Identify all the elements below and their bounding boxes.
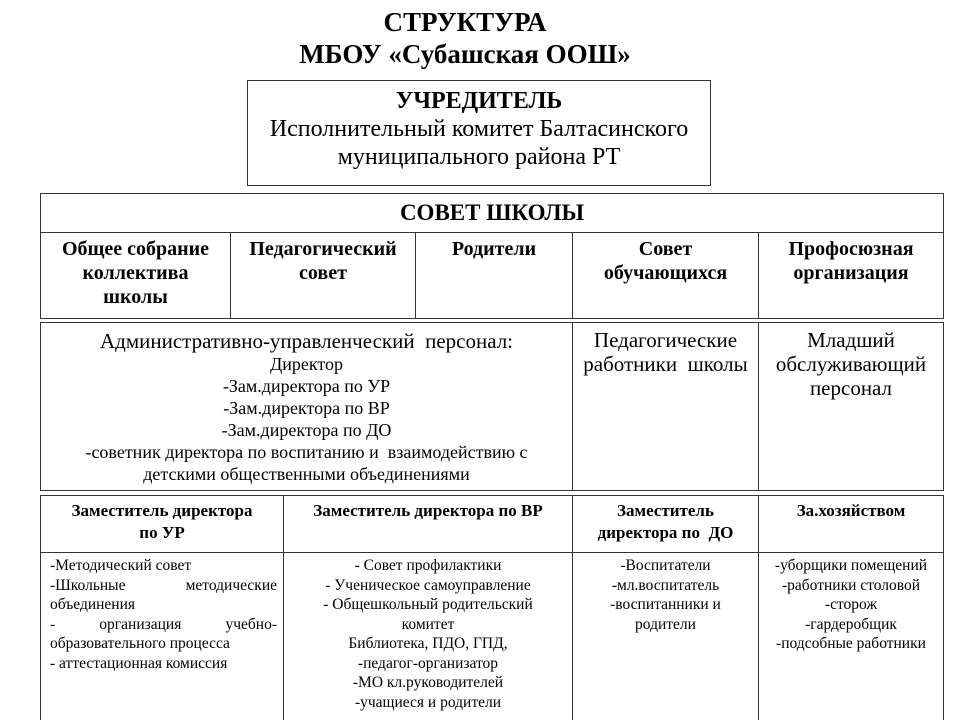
council-body-label: Родители — [451, 238, 537, 260]
duty-line: комитет — [401, 615, 455, 633]
duty-line: объединения — [50, 596, 136, 613]
council-body-pedagogical-council — [230, 233, 415, 318]
deputies-table — [40, 495, 944, 720]
admin-staff-list — [41, 353, 572, 485]
duty-line: родители — [635, 615, 696, 633]
duty-line: - аттестационная комиссия — [50, 654, 228, 672]
admin-staff-line: -Зам.директора по ДО — [221, 420, 392, 440]
duty-line: -воспитанники и — [610, 596, 721, 613]
admin-staff-line: Директор — [269, 354, 344, 374]
admin-staff-heading: Административно-управленческий персонал: — [99, 329, 514, 353]
school-council-heading: СОВЕТ ШКОЛЫ — [41, 194, 943, 233]
duty-line: -мл.воспитатель — [611, 576, 720, 594]
page-title — [0, 6, 930, 70]
deputy-header-line: Заместитель — [617, 501, 714, 520]
deputy-header-line: директора по ДО — [597, 523, 734, 542]
council-body-general-meeting — [41, 233, 230, 318]
staff-table — [40, 322, 944, 491]
deputy-duties-upbringing — [283, 553, 572, 720]
council-body-label: Общее собрание — [61, 238, 210, 260]
duty-line: образовательного процесса — [50, 635, 230, 652]
teaching-staff-label: работники школы — [583, 352, 748, 376]
duty-line: -работники столовой — [781, 576, 921, 594]
deputy-duties-preschool — [572, 553, 758, 720]
admin-staff-line: -Зам.директора по ВР — [223, 398, 390, 418]
admin-staff-line: детскими общественными объединениями — [143, 464, 470, 484]
duty-line: -учащиеся и родители — [354, 693, 502, 711]
duty-line: -Школьные методические — [50, 576, 277, 594]
duty-line: -гардеробщик — [805, 615, 897, 633]
founder-text — [248, 87, 710, 171]
council-body-label: Профосюзная — [788, 238, 914, 260]
school-council-table — [40, 193, 944, 319]
duty-line: Библиотека, ПДО, ГПД, — [348, 635, 508, 652]
admin-staff-line: -советник директора по воспитанию и взаимодействию с — [85, 442, 528, 462]
council-body-label: Педагогический — [249, 238, 397, 260]
council-body-label: совет — [299, 262, 347, 284]
founder-box — [247, 80, 711, 186]
teaching-staff-label: Педагогические — [593, 328, 738, 352]
support-staff-label: обслуживающий — [775, 352, 927, 376]
duty-line: - организация учебно- — [50, 615, 277, 633]
duty-line: -подсобные работники — [776, 635, 926, 652]
duty-line: -Методический совет — [50, 557, 192, 574]
deputy-header-line: по УР — [139, 523, 185, 542]
support-staff-label: персонал — [809, 376, 893, 400]
deputy-header-facilities — [758, 496, 943, 553]
admin-staff-cell — [41, 323, 572, 490]
founder-name-line: муниципального района РТ — [337, 144, 621, 170]
school-name: МБОУ «Субашская ООШ» — [299, 39, 631, 69]
duty-line: -Воспитатели — [620, 557, 711, 574]
founder-heading: УЧРЕДИТЕЛЬ — [395, 88, 563, 114]
deputy-header-line: За.хозяйством — [796, 501, 906, 520]
title-heading: СТРУКТУРА — [383, 7, 547, 37]
duty-line: - Совет профилактики — [354, 557, 502, 574]
duty-line: -сторож — [824, 596, 878, 613]
council-body-label: организация — [793, 262, 909, 284]
council-body-student-council — [572, 233, 758, 318]
council-body-trade-union — [758, 233, 943, 318]
duty-line: - Ученическое самоуправление — [325, 576, 531, 594]
deputy-header-line: Заместитель директора по ВР — [313, 501, 543, 520]
support-staff-cell — [758, 323, 943, 490]
duty-line: -педагог-организатор — [357, 654, 499, 672]
council-body-label: Совет — [638, 238, 693, 260]
deputy-duties-academic — [41, 553, 283, 720]
duty-line: -уборщики помещений — [774, 557, 928, 574]
deputy-duties-facilities — [758, 553, 943, 720]
duty-line: - Общешкольный родительский — [323, 596, 533, 613]
duty-line: -МО кл.руководителей — [352, 674, 504, 691]
deputy-header-academic — [41, 496, 283, 553]
council-body-label: коллектива — [82, 262, 189, 284]
council-body-label: школы — [103, 286, 168, 308]
founder-name-line: Исполнительный комитет Балтасинского — [269, 116, 689, 142]
council-body-label: обучающихся — [603, 262, 728, 284]
deputy-header-upbringing — [283, 496, 572, 553]
teaching-staff-cell — [572, 323, 758, 490]
deputy-header-preschool — [572, 496, 758, 553]
deputy-header-line: Заместитель директора — [71, 501, 253, 520]
admin-staff-line: -Зам.директора по УР — [222, 376, 391, 396]
support-staff-label: Младший — [807, 328, 895, 352]
council-body-parents — [415, 233, 572, 318]
